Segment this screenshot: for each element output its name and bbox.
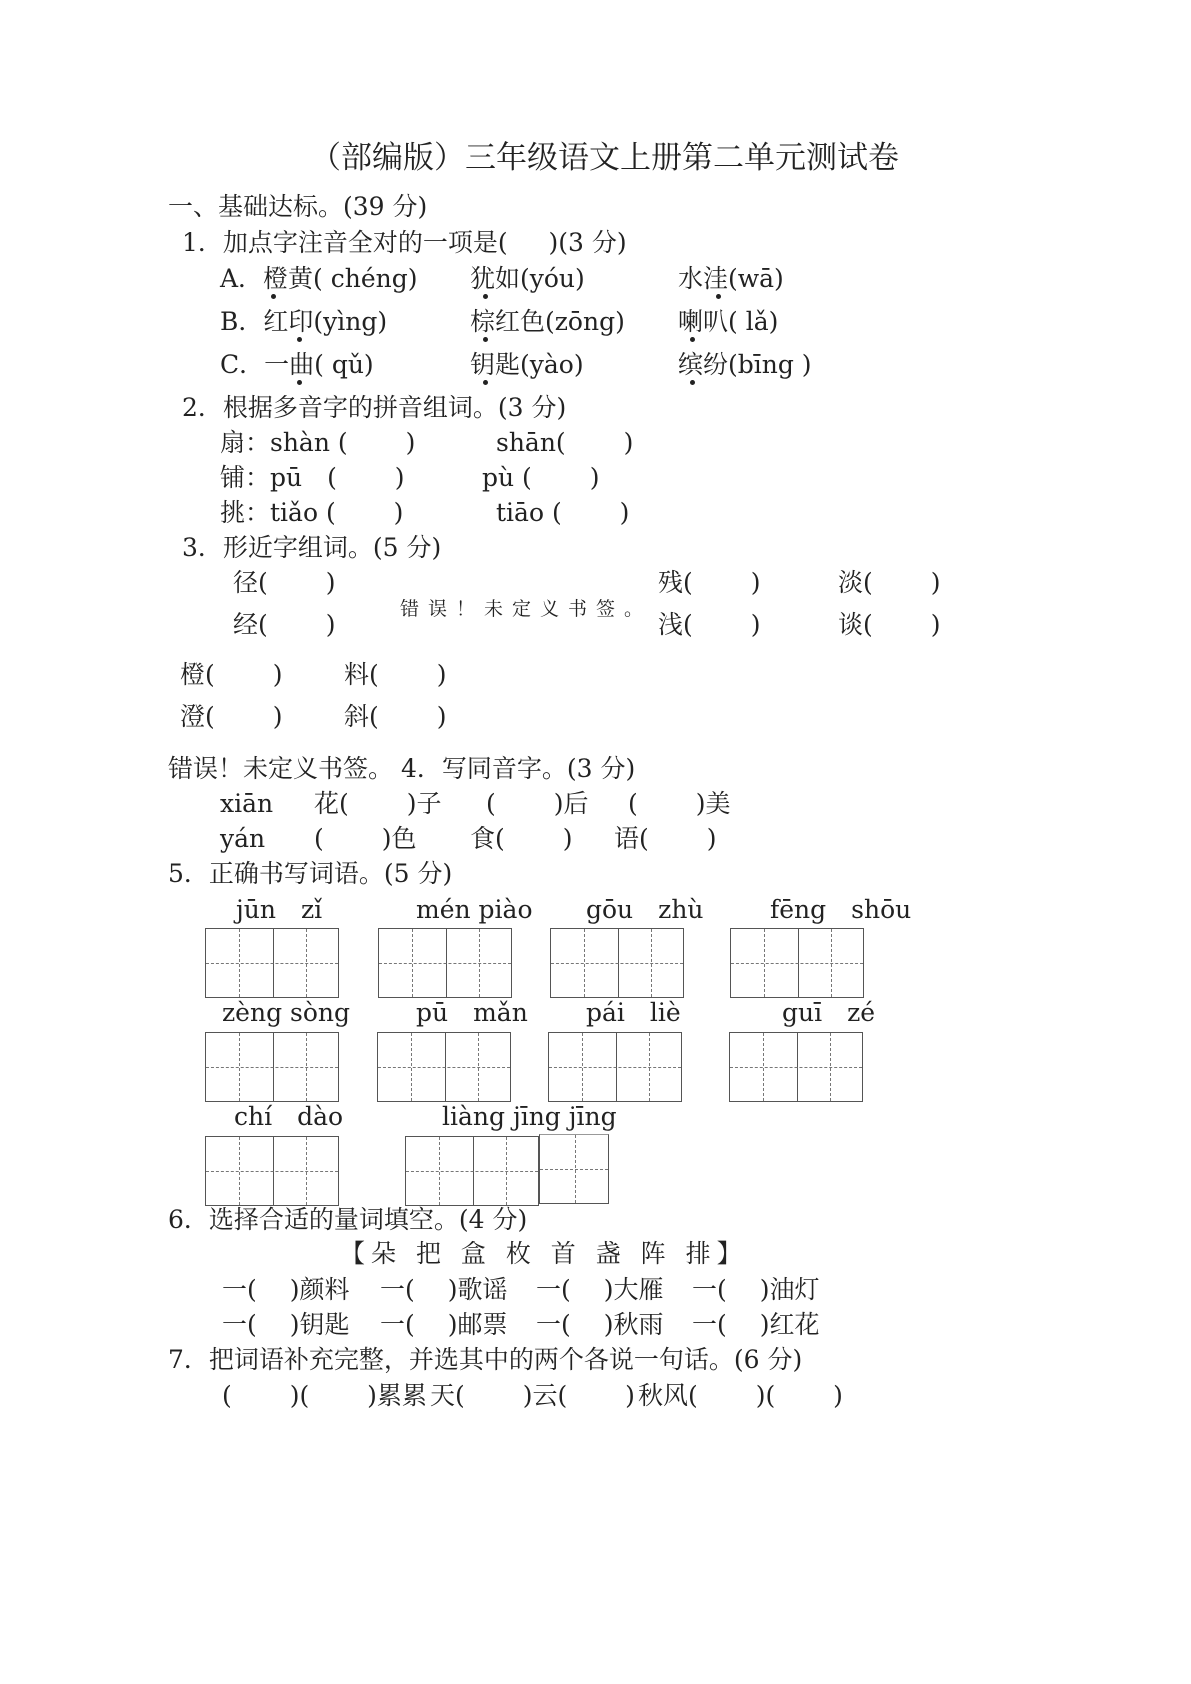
q3-r3-1: 橙( ) (180, 660, 283, 689)
q6-r1-1: 一( )颜料 (222, 1275, 350, 1304)
q1-option-b-1: B．红印(yìng) (220, 307, 388, 336)
q6-prompt: 6．选择合适的量词填空。(4 分) (168, 1205, 528, 1234)
q1-option-a-1: A．橙黄( chéng) (220, 264, 418, 293)
q1-option-c-3: 缤纷(bīng ) (678, 350, 812, 379)
q6-r2-2: 一( )邮票 (380, 1310, 508, 1339)
q2-row2-a: 铺：pū ( ) (220, 463, 405, 492)
q2-row3-a: 挑：tiǎo ( ) (220, 498, 404, 527)
q5-pinyin: pái liè (586, 998, 681, 1027)
q5-pinyin: fēng shōu (770, 895, 912, 924)
q5-pinyin: jūn zǐ (236, 895, 323, 924)
q3-r2-1: 经( ) (233, 610, 336, 639)
q3-r3-2: 料( ) (344, 660, 447, 689)
q1-option-a-3: 水洼(wā) (678, 264, 784, 293)
emphasis-dot (483, 294, 488, 299)
q4-xian-1: 花( )子 (314, 789, 442, 818)
q7-item-2: 天( )云( ) (430, 1381, 635, 1410)
writing-grid[interactable] (730, 928, 864, 998)
emphasis-dot (483, 380, 488, 385)
q1-option-c-2: 钥匙(yào) (470, 350, 584, 379)
q1-prompt: 1．加点字注音全对的一项是( )(3 分) (182, 228, 627, 257)
q4-xian-pinyin: xiān (220, 789, 274, 818)
section-heading: 一、基础达标。(39 分) (168, 192, 428, 221)
emphasis-dot (716, 294, 721, 299)
q3-r4-2: 斜( ) (344, 702, 447, 731)
q3-r4-1: 澄( ) (180, 702, 283, 731)
emphasis-dot (483, 337, 488, 342)
q4-prompt: 错误！未定义书签。 4．写同音字。(3 分) (168, 754, 636, 783)
emphasis-dot (690, 380, 695, 385)
q2-row1-a: 扇：shàn ( ) (220, 428, 416, 457)
q1-option-b-3: 喇叭( lǎ) (678, 307, 779, 336)
q6-r2-3: 一( )秋雨 (536, 1310, 664, 1339)
q1-option-c-1: C．一曲( qǔ) (220, 350, 374, 379)
q6-r2-4: 一( )红花 (692, 1310, 820, 1339)
q4-xian-2: ( )后 (486, 789, 589, 818)
q4-xian-3: ( )美 (628, 789, 731, 818)
q3-r1-2: 残( ) (658, 568, 761, 597)
emphasis-dot (297, 380, 302, 385)
q1-option-b-2: 棕红色(zōng) (470, 307, 625, 336)
q2-row2-b: pù ( ) (482, 463, 600, 492)
q4-yan-pinyin: yán (220, 824, 266, 853)
q6-options: 【朵 把 盒 枚 首 盏 阵 排】 (340, 1239, 748, 1268)
q1-option-a-2: 犹如(yóu) (470, 264, 585, 293)
writing-grid[interactable] (205, 1032, 339, 1102)
q4-yan-3: 语( ) (614, 824, 717, 853)
q3-r1-3: 淡( ) (838, 568, 941, 597)
q5-pinyin: guī zé (782, 998, 876, 1027)
writing-grid[interactable] (729, 1032, 863, 1102)
q2-prompt: 2．根据多音字的拼音组词。(3 分) (182, 393, 567, 422)
q4-yan-1: ( )色 (314, 824, 417, 853)
q7-item-3: 秋风( )( ) (638, 1381, 843, 1410)
writing-grid[interactable] (378, 928, 512, 998)
q5-pinyin: zèng sòng (222, 998, 351, 1027)
q6-r1-2: 一( )歌谣 (380, 1275, 508, 1304)
writing-grid[interactable] (205, 1136, 339, 1206)
q6-r1-3: 一( )大雁 (536, 1275, 664, 1304)
writing-grid[interactable] (377, 1032, 511, 1102)
emphasis-dot (297, 337, 302, 342)
q7-item-1: ( )( )累累 (222, 1381, 427, 1410)
q2-row3-b: tiāo ( ) (496, 498, 630, 527)
emphasis-dot (271, 294, 276, 299)
writing-grid[interactable] (548, 1032, 682, 1102)
q5-pinyin: mén piào (416, 895, 533, 924)
page-title: （部编版）三年级语文上册第二单元测试卷 (310, 140, 899, 176)
q7-prompt: 7．把词语补充完整，并选其中的两个各说一句话。(6 分) (168, 1345, 803, 1374)
q5-pinyin: gōu zhù (586, 895, 704, 924)
q3-r2-3: 谈( ) (838, 610, 941, 639)
q3-r2-2: 浅( ) (658, 610, 761, 639)
q5-pinyin: pū mǎn (416, 998, 528, 1027)
writing-grid[interactable] (205, 928, 339, 998)
q3-prompt: 3．形近字组词。(5 分) (182, 533, 442, 562)
q3-r1-1: 径( ) (233, 568, 336, 597)
q2-row1-b: shān( ) (496, 428, 634, 457)
emphasis-dot (690, 337, 695, 342)
q5-prompt: 5．正确书写词语。(5 分) (168, 859, 453, 888)
q4-yan-2: 食( ) (470, 824, 573, 853)
q5-pinyin: liàng jīng jīng (442, 1102, 617, 1131)
writing-grid[interactable] (539, 1134, 609, 1204)
writing-grid[interactable] (550, 928, 684, 998)
writing-grid[interactable] (405, 1136, 539, 1206)
q6-r1-4: 一( )油灯 (692, 1275, 820, 1304)
q5-pinyin: chí dào (234, 1102, 344, 1131)
bookmark-error: 错误！未定义书签。 (400, 598, 653, 620)
q6-r2-1: 一( )钥匙 (222, 1310, 350, 1339)
